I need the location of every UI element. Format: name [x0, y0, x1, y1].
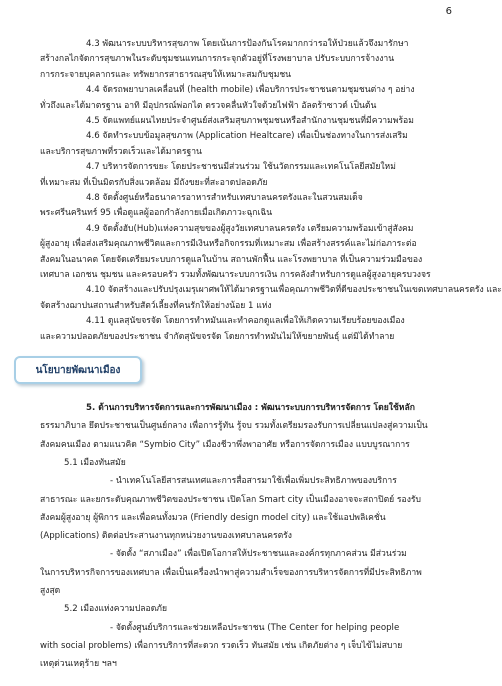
text-line: จัดสร้างฌาปนสถานสำหรับสัตว์เลี้ยงที่คนรักให้อย่างน้อย 1 แห่ง: [40, 300, 272, 311]
page-number: 6: [445, 6, 452, 17]
text-line: - จัดตั้ง “สภาเมือง” เพื่อเปิดโอกาสให้ประชาชนและองค์กรทุกภาคส่วน มีส่วนร่วม: [110, 549, 407, 560]
text-line: และความปลอดภัยของประชาชน จำกัดสุนัขจรจัด โดยการทำหมันไม่ให้ขยายพันธุ์ แต่มิได้ทำลาย: [40, 331, 395, 342]
text-line: ทั่วถึงและได้มาตรฐาน อาทิ มีอุปกรณ์พ่อกไต ตรวจคลื่นหัวใจด้วยไฟฟ้า อัลตร้าซาวด์ เป็นต้น: [40, 100, 377, 111]
text-line: เทศบาล เอกชน ชุมชน และครอบครัว รวมทั้งพัฒนาระบบการเงิน การคลังสำหรับการดูแลผู้สูงอายุครบวงจร: [40, 270, 431, 280]
text-line: 5.2 เมืองแห่งความปลอดภัย: [64, 604, 167, 615]
text-line: สาธารณะ และยกระดับคุณภาพชีวิตของประชาชน เปิดโลก Smart city เป็นเมืองอาจจะสถาปิตย์ รองรับ: [40, 494, 421, 505]
text-line: 4.4 จัดรถพยาบาลเคลื่อนที่ (health mobile) เพื่อบริการประชาชนตามชุมชนต่าง ๆ อย่าง: [86, 85, 415, 96]
text-line: 4.9 จัดตั้งฮับ(Hub)แห่งความสุขของผู้สูงวัยเทศบาลนครตรัง เตรียมความพร้อมเข้าสู่สังคม: [86, 223, 414, 234]
text-line: ที่เหมาะสม ที่เป็นมิตรกับสิ่งแวดล้อม มีถังขยะที่สะอาดปลอดภัย: [40, 177, 268, 188]
text-line: ธรรมาภิบาล ยึดประชาชนเป็นศูนย์กลาง เพื่อการรู้ทัน รู้จบ รวมทั้งเตรียมรองรับการเปลี่ยนแปลงสู่ความเป็น: [40, 421, 428, 432]
text-line: (Applications) ติดต่อประสานงานทุกหน่วยงานของเทศบาลนครตรัง: [40, 531, 292, 542]
text-line: 5.1 เมืองทันสมัย: [64, 457, 126, 468]
text-line: 4.11 ดูแลสุนัขจรจัด โดยการทำหมันและทำคอกดูแลเพื่อให้เกิดความเรียบร้อยของเมือง: [86, 316, 405, 327]
text-line: 4.6 จัดทำระบบข้อมูลสุขภาพ (Application Healtcare) เพื่อเป็นช่องทางในการส่งเสริม: [86, 131, 408, 142]
text-line: 4.8 จัดตั้งศูนย์หรือธนาคารอาหารสำหรับเทศบาลนครตรังและในสวนสมเด็จ: [86, 193, 363, 203]
text-line: สังคมในอนาคต โดยจัดเตรียมระบบการดูแลในบ้าน สถานพักฟื้น และโรงพยาบาล ที่เป็นความร่วมมือของ: [40, 254, 423, 265]
text-line: เหตุด่วนเหตุร้าย ฯลฯ: [40, 659, 117, 670]
text-line: ในการบริหารกิจการของเทศบาล เพื่อเป็นเครื่องนำพาสู่ความสำเร็จของการบริหารจัดการที่มีประสิทธิภาพ: [40, 567, 422, 578]
text-line: การกระจายบุคลากรและ ทรัพยากรสาธารณสุขให้เหมาะสมกับชุมชน: [40, 69, 292, 80]
text-line: พระศรีนครินทร์ 95 เพื่อดูแลผู้ออกกำลังกายเมื่อเกิดภาวะฉุกเฉิน: [40, 208, 273, 219]
policy-badge-label: นโยบายพัฒนาเมือง: [35, 364, 121, 376]
text-line: 5. ด้านการบริหารจัดการและการพัฒนาเมือง : พัฒนาระบบการบริหารจัดการ โดยใช้หลัก: [86, 403, 415, 413]
text-line: สูงสุด: [40, 586, 61, 596]
text-line: 4.10 จัดสร้างและปรับปรุงเมรุเผาศพให้ได้มาตรฐานเพื่อคุณภาพชีวิตที่ดีของประชาชนในเขตเทศบาลนครตรัง และ: [86, 285, 502, 296]
text-line: สังคมผู้สูงอายุ ผู้พิการ และเพื่อคนทั้งมวล (Friendly design model city) และใช้แอปพลิเคชั่น: [40, 512, 386, 523]
text-line: with social problems) เพื่อการบริการที่สะดวก รวดเร็ว ทันสมัย เช่น เกิดภัยต่าง ๆ เจ็บไข้ไม่สบาย: [40, 640, 403, 651]
text-line: ผู้สูงอายุ เพื่อส่งเสริมคุณภาพชีวิตและการมีเงินหรือกิจกรรมที่เหมาะสม เพื่อสร้างสรรค์และไม่ก่อภาระต่อ: [40, 239, 417, 250]
text-line: สังคมคนเมือง ตามแนวคิด “Symbio City” เมืองชีวาพึ่งพาอาศัย หรือการจัดการเมือง แบบบูรณาการ: [40, 439, 410, 450]
text-line: และบริการสุขภาพที่รวดเร็วและได้มาตรฐาน: [40, 146, 202, 157]
text-line: สร้างกลไกจัดการสุขภาพในระดับชุมชนแทนการกระจุกตัวอยู่ที่โรงพยาบาล ปรับระบบการจ้างงาน: [40, 54, 395, 65]
text-line: - นำเทคโนโลยีสารสนเทศและการสื่อสารมาใช้เพื่อเพิ่มประสิทธิภาพของบริการ: [110, 476, 397, 487]
text-line: 4.5 จัดแพทย์แผนไทยประจำศูนย์ส่งเสริมสุขภาพชุมชนหรือสำนักงานชุมชนที่มีความพร้อม: [86, 116, 414, 126]
text-line: 4.7 บริหารจัดการขยะ โดยประชาชนมีส่วนร่วม ใช้นวัตกรรมและเทคโนโลยีสมัยใหม่: [86, 162, 396, 173]
text-line: - จัดตั้งศูนย์บริการและช่วยเหลือประชาชน (The Center for helping people: [110, 622, 400, 633]
policy-badge: [14, 356, 142, 384]
text-line: 4.3 พัฒนาระบบบริหารสุขภาพ โดยเน้นการป้องกันโรคมากกว่ารอให้ป่วยแล้วจึงมารักษา: [86, 39, 409, 49]
